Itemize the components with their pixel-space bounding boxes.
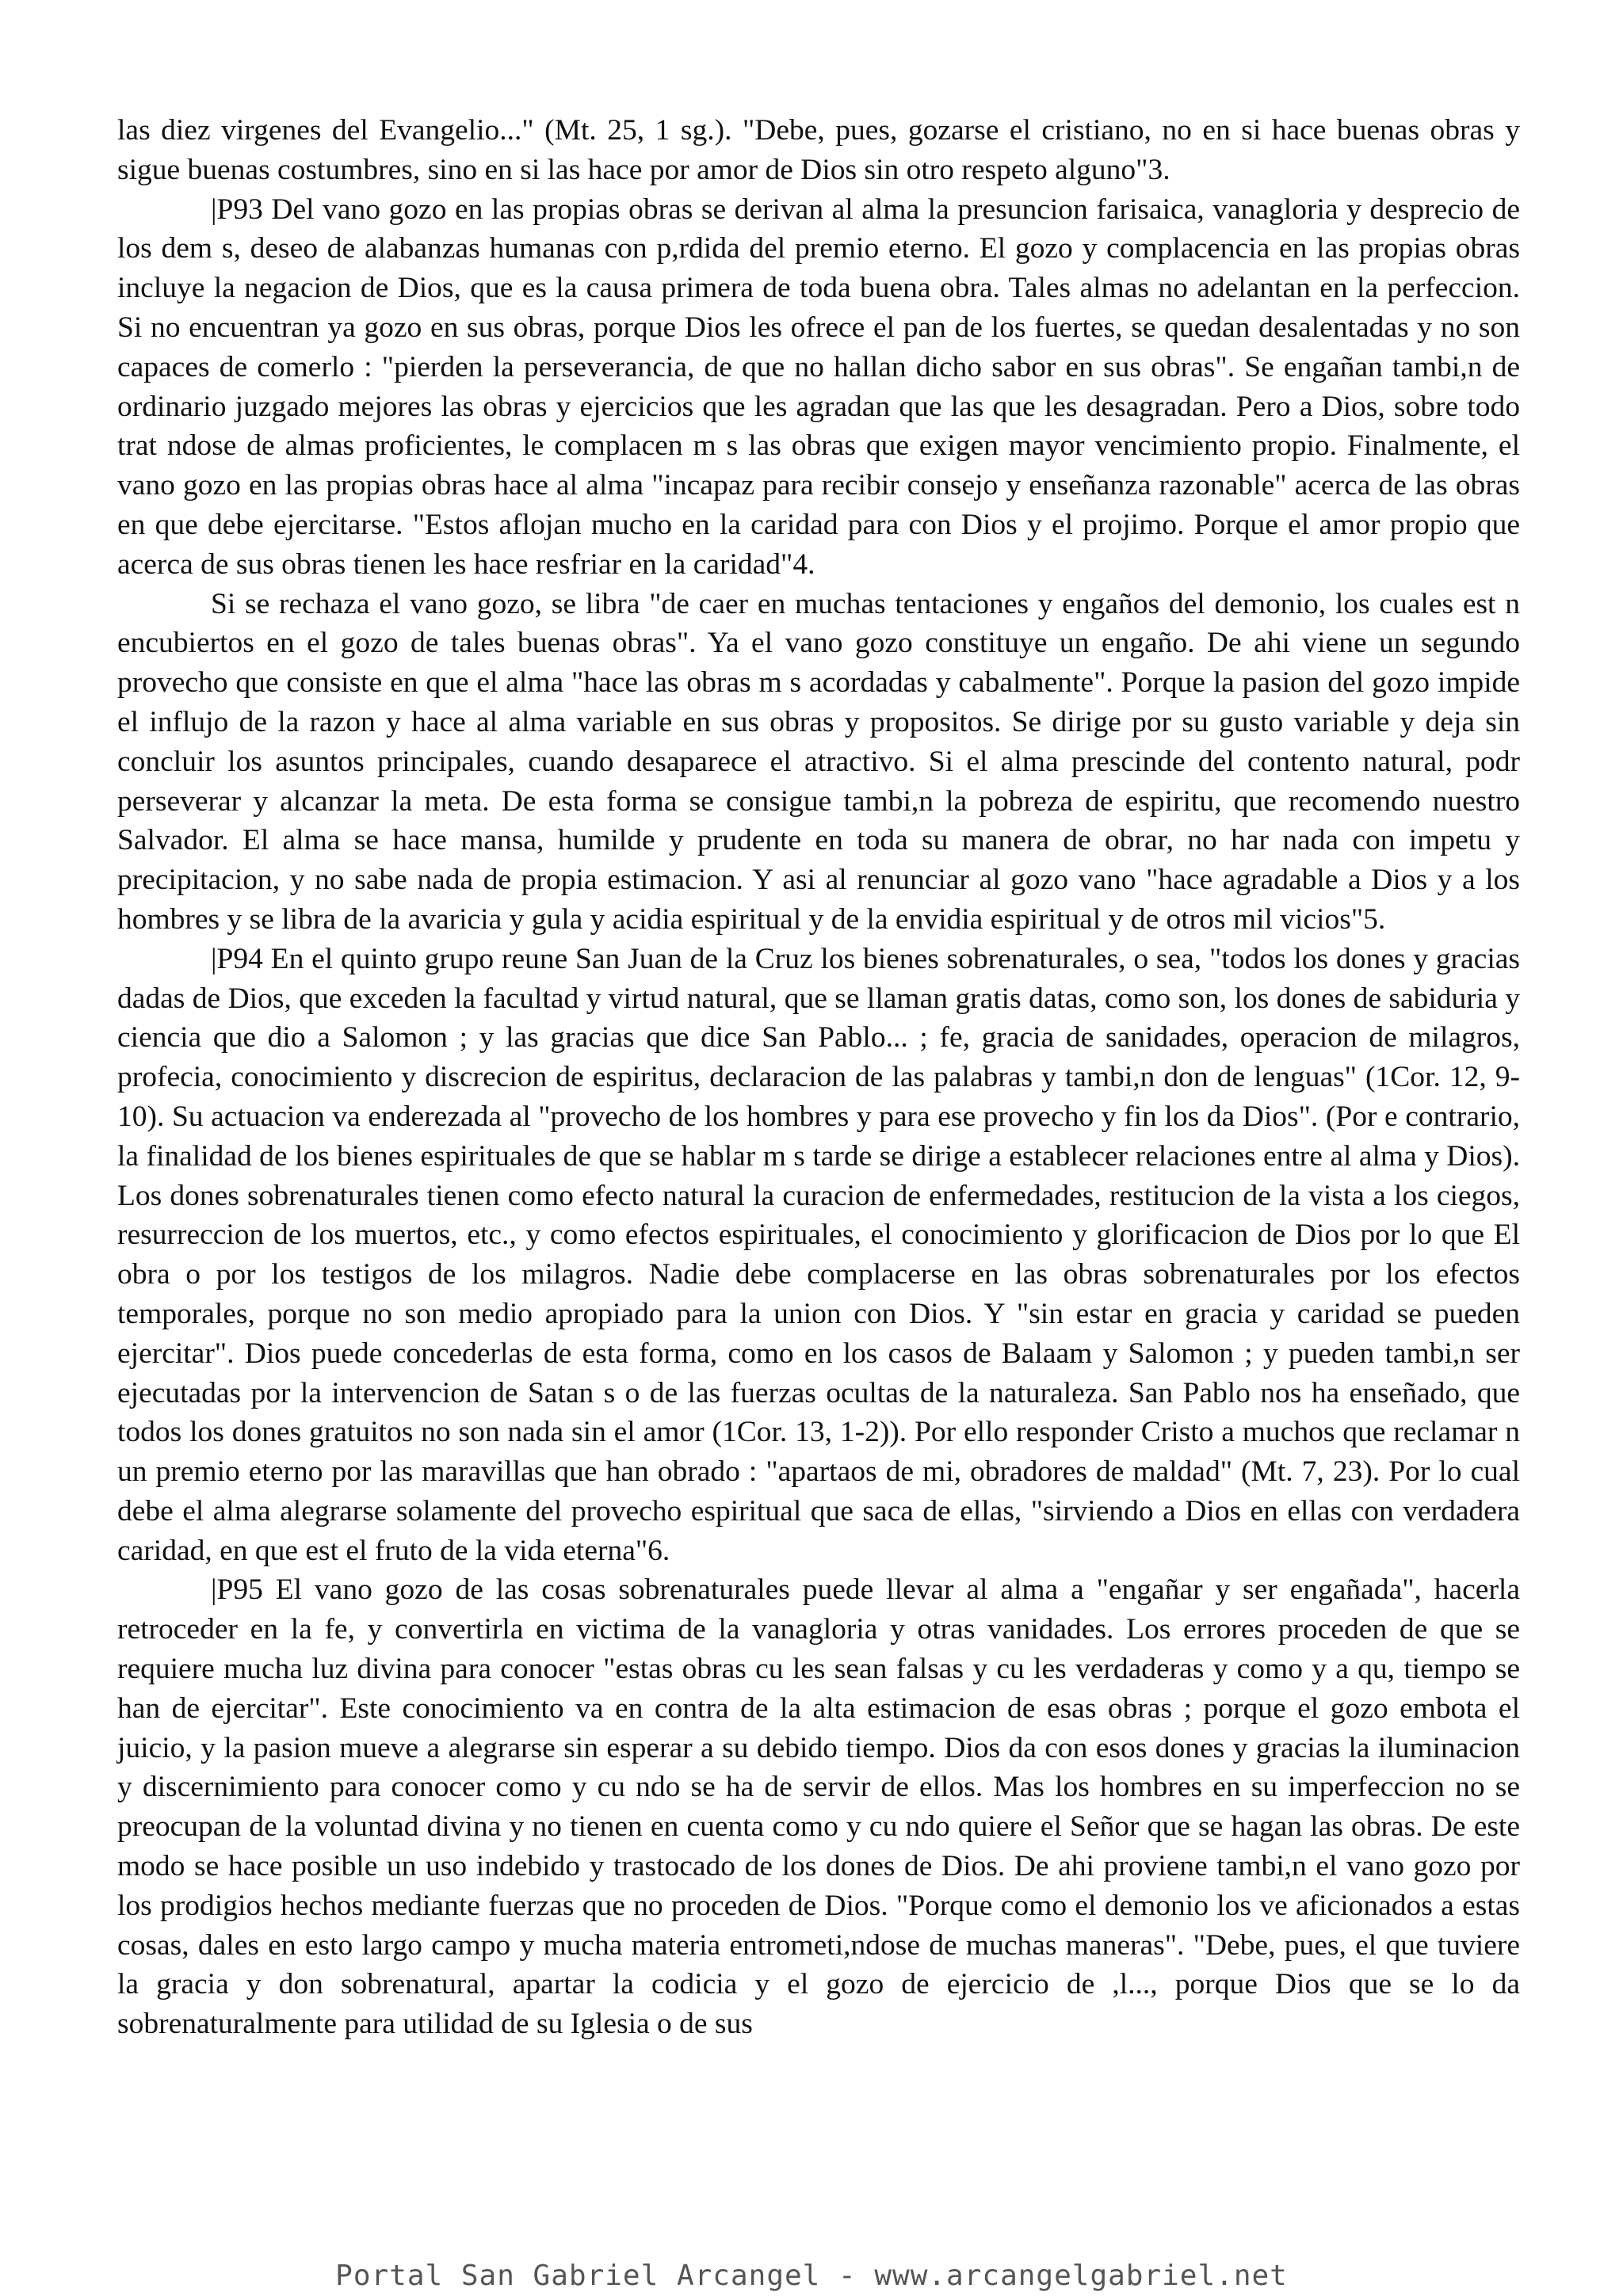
- paragraph-3: Si se rechaza el vano gozo, se libra "de caer en muchas tentaciones y engaños del demonio, los cuales est n encubiertos en el gozo de tales buenas obras". Ya el vano gozo constituye un engaño. De ahi viene un segundo provecho que consiste en que el alma "hace las obras m s acordadas y cabalmente". Porque la pasion del gozo impide el influjo de la razon y hace al alma variable en sus obras y propositos. Se dirige por su gusto variable y deja sin concluir los asuntos principales, cuando desaparece el atractivo. Si el alma prescinde del contento natural, podr perseverar y alcanzar la meta. De esta forma se consigue tambi,n la pobreza de espiritu, que recomendo nuestro Salvador. El alma se hace mansa, humilde y prudente en toda su manera de obrar, no har nada con impetu y precipitacion, y no sabe nada de propia estimacion. Y asi al renunciar al gozo vano "hace agradable a Dios y a los hombres y se libra de la avaricia y gula y acidia espiritual y de la envidia espiritual y de otros mil vicios"5.: [117, 587, 1520, 936]
- paragraph-p94: |P94 En el quinto grupo reune San Juan de la Cruz los bienes sobrenaturales, o sea, "todos los dones y gracias dadas de Dios, que exceden la facultad y virtud natural, que se llaman gratis datas, como son, los dones de sabiduria y ciencia que dio a Salomon ; y las gracias que dice San Pablo... ; fe, gracia de sanidades, operacion de milagros, profecia, conocimiento y discrecion de espiritus, declaracion de las palabras y tambi,n don de lenguas" (1Cor. 12, 9-10). Su actuacion va enderezada al "provecho de los hombres y para ese provecho y fin los da Dios". (Por e contrario, la finalidad de los bienes espirituales de que se hablar m s tarde se dirige a establecer relaciones entre al alma y Dios). Los dones sobrenaturales tienen como efecto natural la curacion de enfermedades, restitucion de la vista a los ciegos, resurreccion de los muertos, etc., y como efectos espirituales, el conocimiento y glorificacion de Dios por lo que El obra o por los testigos de los milagros. Nadie debe complacerse en las obras sobrenaturales por los efectos temporales, porque no son medio apropiado para la union con Dios. Y "sin estar en gracia y caridad se pueden ejercitar". Dios puede concederlas de esta forma, como en los casos de Balaam y Salomon ; y pueden tambi,n ser ejecutadas por la intervencion de Satan s o de las fuerzas ocultas de la naturaleza. San Pablo nos ha enseñado, que todos los dones gratuitos no son nada sin el amor (1Cor. 13, 1-2)). Por ello responder Cristo a muchos que reclamar n un premio eterno por las maravillas que han obrado : "apartaos de mi, obradores de maldad" (Mt. 7, 23). Por lo cual debe el alma alegrarse solamente del provecho espiritual que saca de ellas, "sirviendo a Dios en ellas con verdadera caridad, en que est el fruto de la vida eterna"6.: [117, 942, 1520, 1567]
- page-footer: Portal San Gabriel Arcangel - www.arcangelgabriel.net: [335, 2260, 1288, 2292]
- document-body: [117, 111, 1520, 2044]
- paragraph-p93: |P93 Del vano gozo en las propias obras se derivan al alma la presuncion farisaica, vanagloria y desprecio de los dem s, deseo de alabanzas humanas con p,rdida del premio eterno. El gozo y complacencia en las propias obras incluye la negacion de Dios, que es la causa primera de toda buena obra. Tales almas no adelantan en la perfeccion. Si no encuentran ya gozo en sus obras, porque Dios les ofrece el pan de los fuertes, se quedan desalentadas y no son capaces de comerlo : "pierden la perseverancia, de que no hallan dicho sabor en sus obras". Se engañan tambi,n de ordinario juzgado mejores las obras y ejercicios que les agradan que las que les desagradan. Pero a Dios, sobre todo trat ndose de almas proficientes, le complacen m s las obras que exigen mayor vencimiento propio. Finalmente, el vano gozo en las propias obras hace al alma "incapaz para recibir consejo y enseñanza razonable" acerca de las obras en que debe ejercitarse. "Estos aflojan mucho en la caridad para con Dios y el projimo. Porque el amor propio que acerca de sus obras tienen les hace resfriar en la caridad"4.: [117, 193, 1520, 581]
- paragraph-p95: |P95 El vano gozo de las cosas sobrenaturales puede llevar al alma a "engañar y ser engañada", hacerla retroceder en la fe, y convertirla en victima de la vanagloria y otras vanidades. Los errores proceden de que se requiere mucha luz divina para conocer "estas obras cu les sean falsas y cu les verdaderas y como y a qu, tiempo se han de ejercitar". Este conocimiento va en contra de la alta estimacion de esas obras ; porque el gozo embota el juicio, y la pasion mueve a alegrarse sin esperar a su debido tiempo. Dios da con esos dones y gracias la iluminacion y discernimiento para conocer como y cu ndo se ha de servir de ellos. Mas los hombres en su imperfeccion no se preocupan de la voluntad divina y no tienen en cuenta como y cu ndo quiere el Señor que se hagan las obras. De este modo se hace posible un uso indebido y trastocado de los dones de Dios. De ahi proviene tambi,n el vano gozo por los prodigios hechos mediante fuerzas que no proceden de Dios. "Porque como el demonio los ve aficionados a estas cosas, dales en esto largo campo y mucha materia entrometi,ndose de muchas maneras". "Debe, pues, el que tuviere la gracia y don sobrenatural, apartar la codicia y el gozo de ejercicio de ,l..., porque Dios que se lo da sobrenaturalmente para utilidad de su Iglesia o de sus: [117, 1573, 1520, 2041]
- paragraph-1: las diez virgenes del Evangelio..." (Mt. 25, 1 sg.). "Debe, pues, gozarse el cristiano, no en si hace buenas obras y sigue buenas costumbres, sino en si las hace por amor de Dios sin otro respeto alguno"3.: [117, 114, 1520, 186]
